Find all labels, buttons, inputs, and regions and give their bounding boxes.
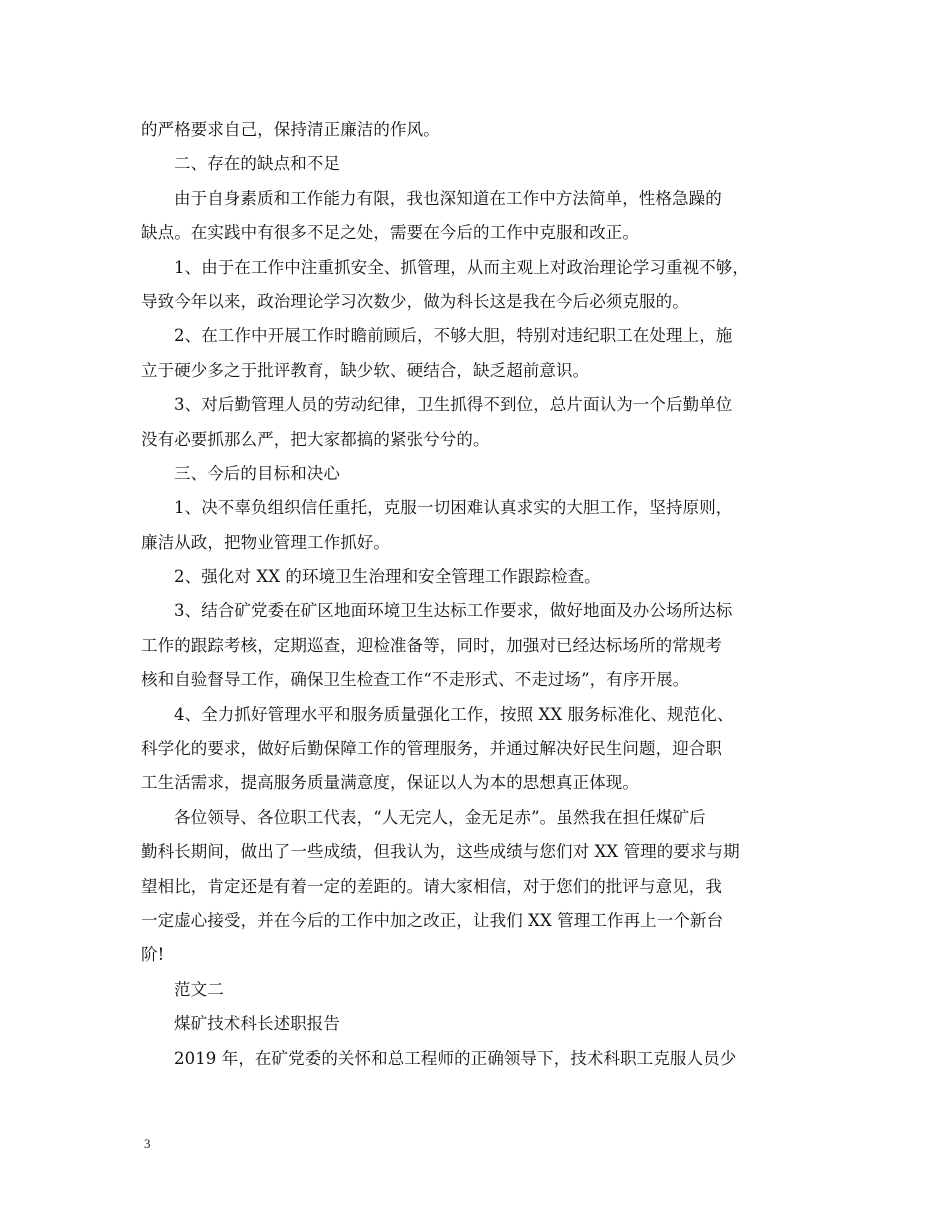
text-line: 立于硬少多之于批评教育，缺少软、硬结合，缺乏超前意识。 [141, 360, 590, 380]
text-line: 核和自验督导工作，确保卫生检查工作“不走形式、不走过场”，有序开展。 [141, 670, 690, 690]
text-line: 各位领导、各位职工代表，“人无完人，金无足赤”。虽然我在担任煤矿后 [174, 807, 706, 827]
text-line: 望相比，肯定还是有着一定的差距的。请大家相信，对于您们的批评与意见，我 [141, 876, 722, 896]
text-line: 工作的跟踪考核，定期巡查，迎检准备等，同时，加强对已经达标场所的常规考 [141, 635, 722, 655]
text-line: 2、强化对 XX 的环境卫生治理和安全管理工作跟踪检查。 [174, 567, 601, 587]
text-line: 阶! [141, 945, 165, 965]
text-line: 缺点。在实践中有很多不足之处，需要在今后的工作中克服和改正。 [141, 223, 639, 243]
text-line: 范文二 [174, 979, 224, 999]
text-line: 的严格要求自己，保持清正廉洁的作风。 [141, 120, 440, 139]
text-line: 4、全力抓好管理水平和服务质量强化工作，按照 XX 服务标准化、规范化、 [174, 704, 734, 724]
text-line: 3、结合矿党委在矿区地面环境卫生达标工作要求，做好地面及办公场所达标 [174, 601, 733, 621]
page-number: 3 [144, 1136, 151, 1151]
text-line: 工生活需求，提高服务质量满意度，保证以人为本的思想真正体现。 [141, 773, 639, 793]
text-line: 二、存在的缺点和不足 [174, 154, 340, 174]
text-line: 2019 年，在矿党委的关怀和总工程师的正确领导下，技术科职工克服人员少 [174, 1048, 737, 1068]
text-line: 勤科长期间，做出了一些成绩，但我认为，这些成绩与您们对 XX 管理的要求与期 [141, 842, 740, 862]
text-line: 导致今年以来，政治理论学习次数少，做为科长这是我在今后必须克服的。 [141, 291, 689, 311]
text-line: 廉洁从政，把物业管理工作抓好。 [141, 532, 390, 552]
text-line: 由于自身素质和工作能力有限，我也深知道在工作中方法简单，性格急躁的 [174, 188, 722, 208]
text-line: 没有必要抓那么严，把大家都搞的紧张兮兮的。 [141, 429, 490, 449]
text-line: 一定虚心接受，并在今后的工作中加之改正，让我们 XX 管理工作再上一个新台 [141, 910, 724, 930]
text-line: 2、在工作中开展工作时瞻前顾后，不够大胆，特别对违纪职工在处理上，施 [174, 326, 733, 346]
text-line: 1、决不辜负组织信任重托，克服一切困难认真求实的大胆工作，坚持原则， [174, 498, 733, 518]
text-line: 煤矿技术科长述职报告 [174, 1014, 340, 1034]
text-line: 三、今后的目标和决心 [174, 463, 340, 483]
text-line: 科学化的要求，做好后勤保障工作的管理服务，并通过解决好民生问题，迎合职 [141, 739, 722, 759]
text-line: 3、对后勤管理人员的劳动纪律，卫生抓得不到位，总片面认为一个后勤单位 [174, 395, 733, 415]
text-line: 1、由于在工作中注重抓安全、抓管理，从而主观上对政治理论学习重视不够， [174, 257, 749, 277]
document-body [141, 113, 813, 1076]
